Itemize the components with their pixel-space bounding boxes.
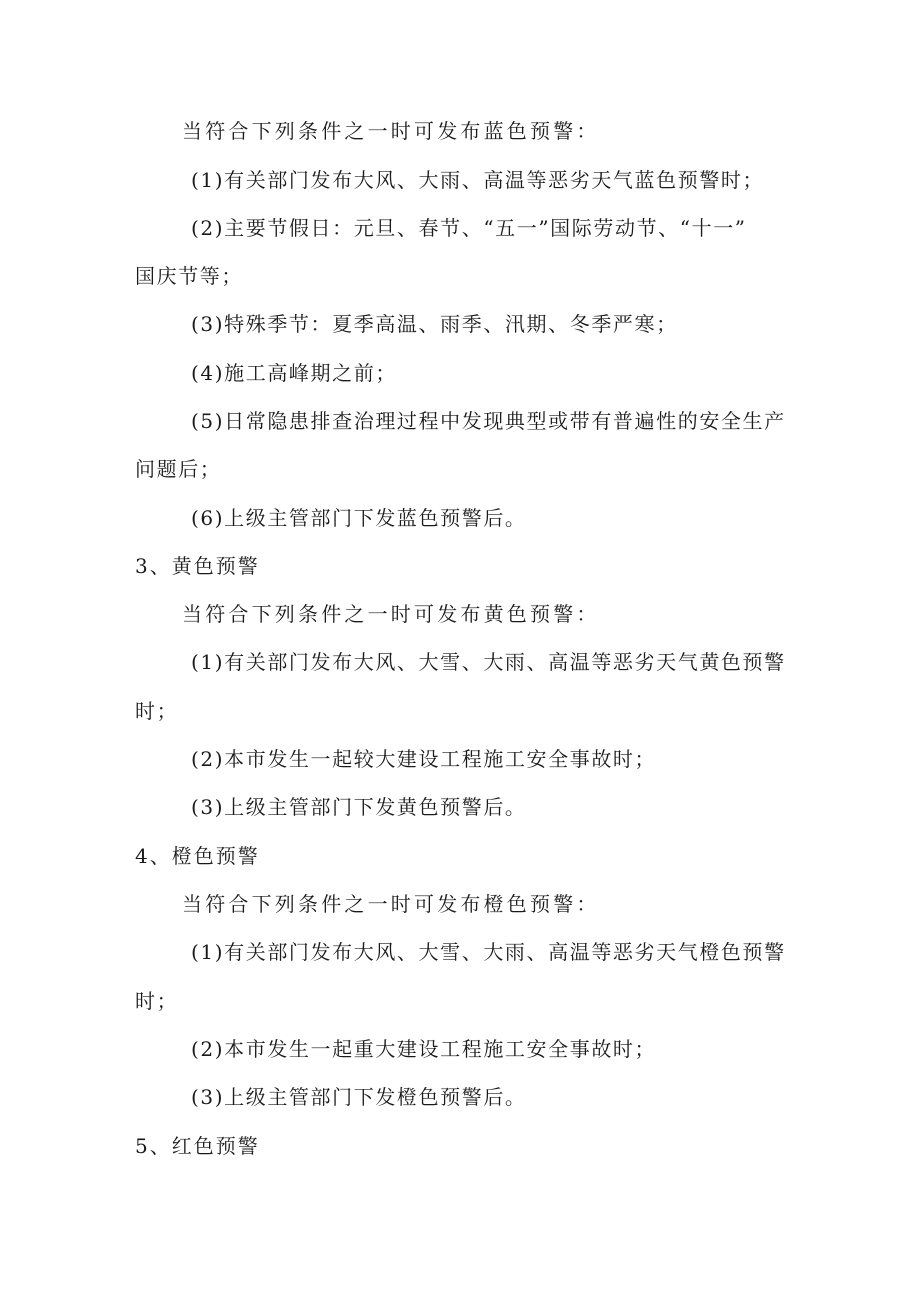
blue-condition-3: (3)特殊季节：夏季高温、雨季、汛期、冬季严寒；	[191, 312, 678, 336]
blue-condition-5: (5)日常隐患排查治理过程中发现典型或带有普遍性的安全生产	[191, 409, 786, 433]
blue-condition-4: (4)施工高峰期之前；	[191, 361, 397, 385]
orange-warning-intro: 当符合下列条件之一时可发布橙色预警：	[182, 892, 600, 916]
yellow-condition-1: (1)有关部门发布大风、大雪、大雨、高温等恶劣天气黄色预警	[191, 650, 786, 674]
blue-condition-1: (1)有关部门发布大风、大雨、高温等恶劣天气蓝色预警时；	[191, 168, 765, 192]
yellow-condition-2: (2)本市发生一起较大建设工程施工安全事故时；	[191, 747, 657, 771]
yellow-condition-3: (3)上级主管部门下发黄色预警后。	[191, 795, 527, 819]
orange-warning-heading: 4、橙色预警	[135, 844, 260, 868]
orange-condition-1: (1)有关部门发布大风、大雪、大雨、高温等恶劣天气橙色预警	[191, 940, 786, 964]
orange-condition-2: (2)本市发生一起重大建设工程施工安全事故时；	[191, 1037, 657, 1061]
blue-condition-6: (6)上级主管部门下发蓝色预警后。	[191, 506, 527, 530]
orange-condition-3: (3)上级主管部门下发橙色预警后。	[191, 1085, 527, 1109]
blue-warning-intro: 当符合下列条件之一时可发布蓝色预警：	[182, 119, 600, 143]
yellow-condition-1-continuation: 时；	[135, 699, 179, 723]
blue-condition-2: (2)主要节假日：元旦、春节、“五一”国际劳动节、“十一”	[191, 216, 747, 240]
yellow-warning-heading: 3、黄色预警	[135, 554, 260, 578]
yellow-warning-intro: 当符合下列条件之一时可发布黄色预警：	[182, 602, 600, 626]
orange-condition-1-continuation: 时；	[135, 989, 179, 1013]
blue-condition-5-continuation: 问题后；	[135, 457, 222, 481]
blue-condition-2-continuation: 国庆节等；	[135, 264, 243, 288]
red-warning-heading: 5、红色预警	[135, 1134, 260, 1158]
